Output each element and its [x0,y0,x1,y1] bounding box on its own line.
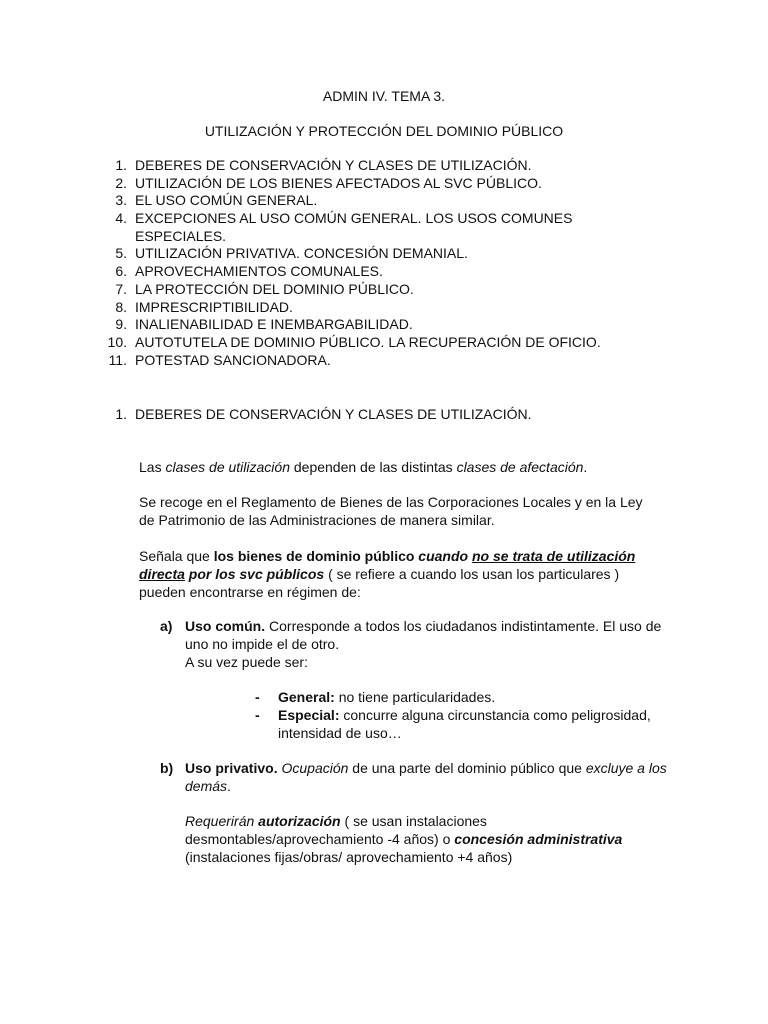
paragraph-clases: Las clases de utilización dependen de las distintas clases de afectación. [139,459,588,475]
doc-subtitle: UTILIZACIÓN Y PROTECCIÓN DEL DOMINIO PÚBLICO [204,123,564,139]
sub-dash: - [255,689,260,705]
paragraph-regimen: Señala que los bienes de dominio público cuando no se trata de utilización directa por los svc públicos ( se refiere a cuando los usan los particulares ) pueden encontrarse en régimen de: [139,548,636,600]
item-b-letter: b) [160,760,174,776]
item-uso-comun: Uso común. Corresponde a todos los ciudadanos indistintamente. El uso de uno no impide el de otro. A su vez puede ser: [185,618,662,670]
paragraph-requeriran: Requerirán autorización ( se usan instalaciones desmontables/aprovechamiento -4 años) o concesión administrativa (instalaciones fijas/obras/ aprovechamiento +4 años) [185,813,623,865]
item-uso-privativo: Uso privativo. Ocupación de una parte del dominio público que excluye a los demás. [185,760,667,794]
sub-item-especial: Especial: concurre alguna circunstancia como peligrosidad, intensidad de uso… [278,707,651,741]
sub-item-general: General: no tiene particularidades. [278,689,496,705]
section-heading: 1. DEBERES DE CONSERVACIÓN Y CLASES DE UTILIZACIÓN. [115,406,532,422]
paragraph-reglamento: Se recoge en el Reglamento de Bienes de las Corporaciones Locales y en la Ley de Patrimonio de las Administraciones de manera similar. [139,494,643,528]
document-page: ADMIN IV. TEMA 3. UTILIZACIÓN Y PROTECCIÓN DEL DOMINIO PÚBLICO 1. DEBERES DE CONSERVACIÓN Y CLASES DE UTILIZACIÓN. 2. UTILIZACIÓN DE LOS BIENES AFECTADOS AL SVC PÚBLICO. 3. EL USO COMÚN GENERAL. 4. EXCEPCIONES AL USO COMÚN GENERAL. LOS USOS COMUNES ESPECIALES. 5. UTILIZACIÓN PRIVATIVA. CONCESIÓN DEMANIAL. 6. APROVECHAMIENTOS COMUNALES. 7. LA PROTECCIÓN DEL DOMINIO PÚBLICO. 8. IMPRESCRIPTIBILIDAD. 9. INALIENABILIDAD E INEMBARGABILIDAD. 10. AUTOTUTELA DE DOMINIO PÚBLICO. LA RECUPERACIÓN DE OFICIO. 11. POTESTAD SANCIONADORA. 1. DEBERES DE CONSERVACIÓN Y CLASES DE UTILIZACIÓN. Las clases de utilización dependen de las distintas clases de afectación. Se recoge en el Reglamento de Bienes de las Corporaciones Locales y en la Ley de Patrimonio de las Administraciones de manera similar. Señala que los bienes de dominio público cuando no se trata de utilización directa por los svc públicos ( se refiere a cuando los usan los particulares ) pueden encontrarse en régimen de: a) Uso común. Corresponde a todos los ciudadanos indistintamente. El uso de uno no impide el de otro. A su vez puede ser: - General: no tiene particularidades. - Especial: concurre alguna circunstancia como peligrosidad, intensidad de uso… b) Uso privativo. Ocupación de una parte del dominio público que excluye a los demás. Requerirán autorización ( se usan instalaciones desmontables/aprovechamiento -4 años) o concesión administrativa (instalaciones fijas/obras/ aprovechamiento +4 años) [0,0,768,1024]
item-a-letter: a) [160,618,173,634]
doc-title: ADMIN IV. TEMA 3. [322,88,446,104]
sub-dash: - [255,707,260,723]
